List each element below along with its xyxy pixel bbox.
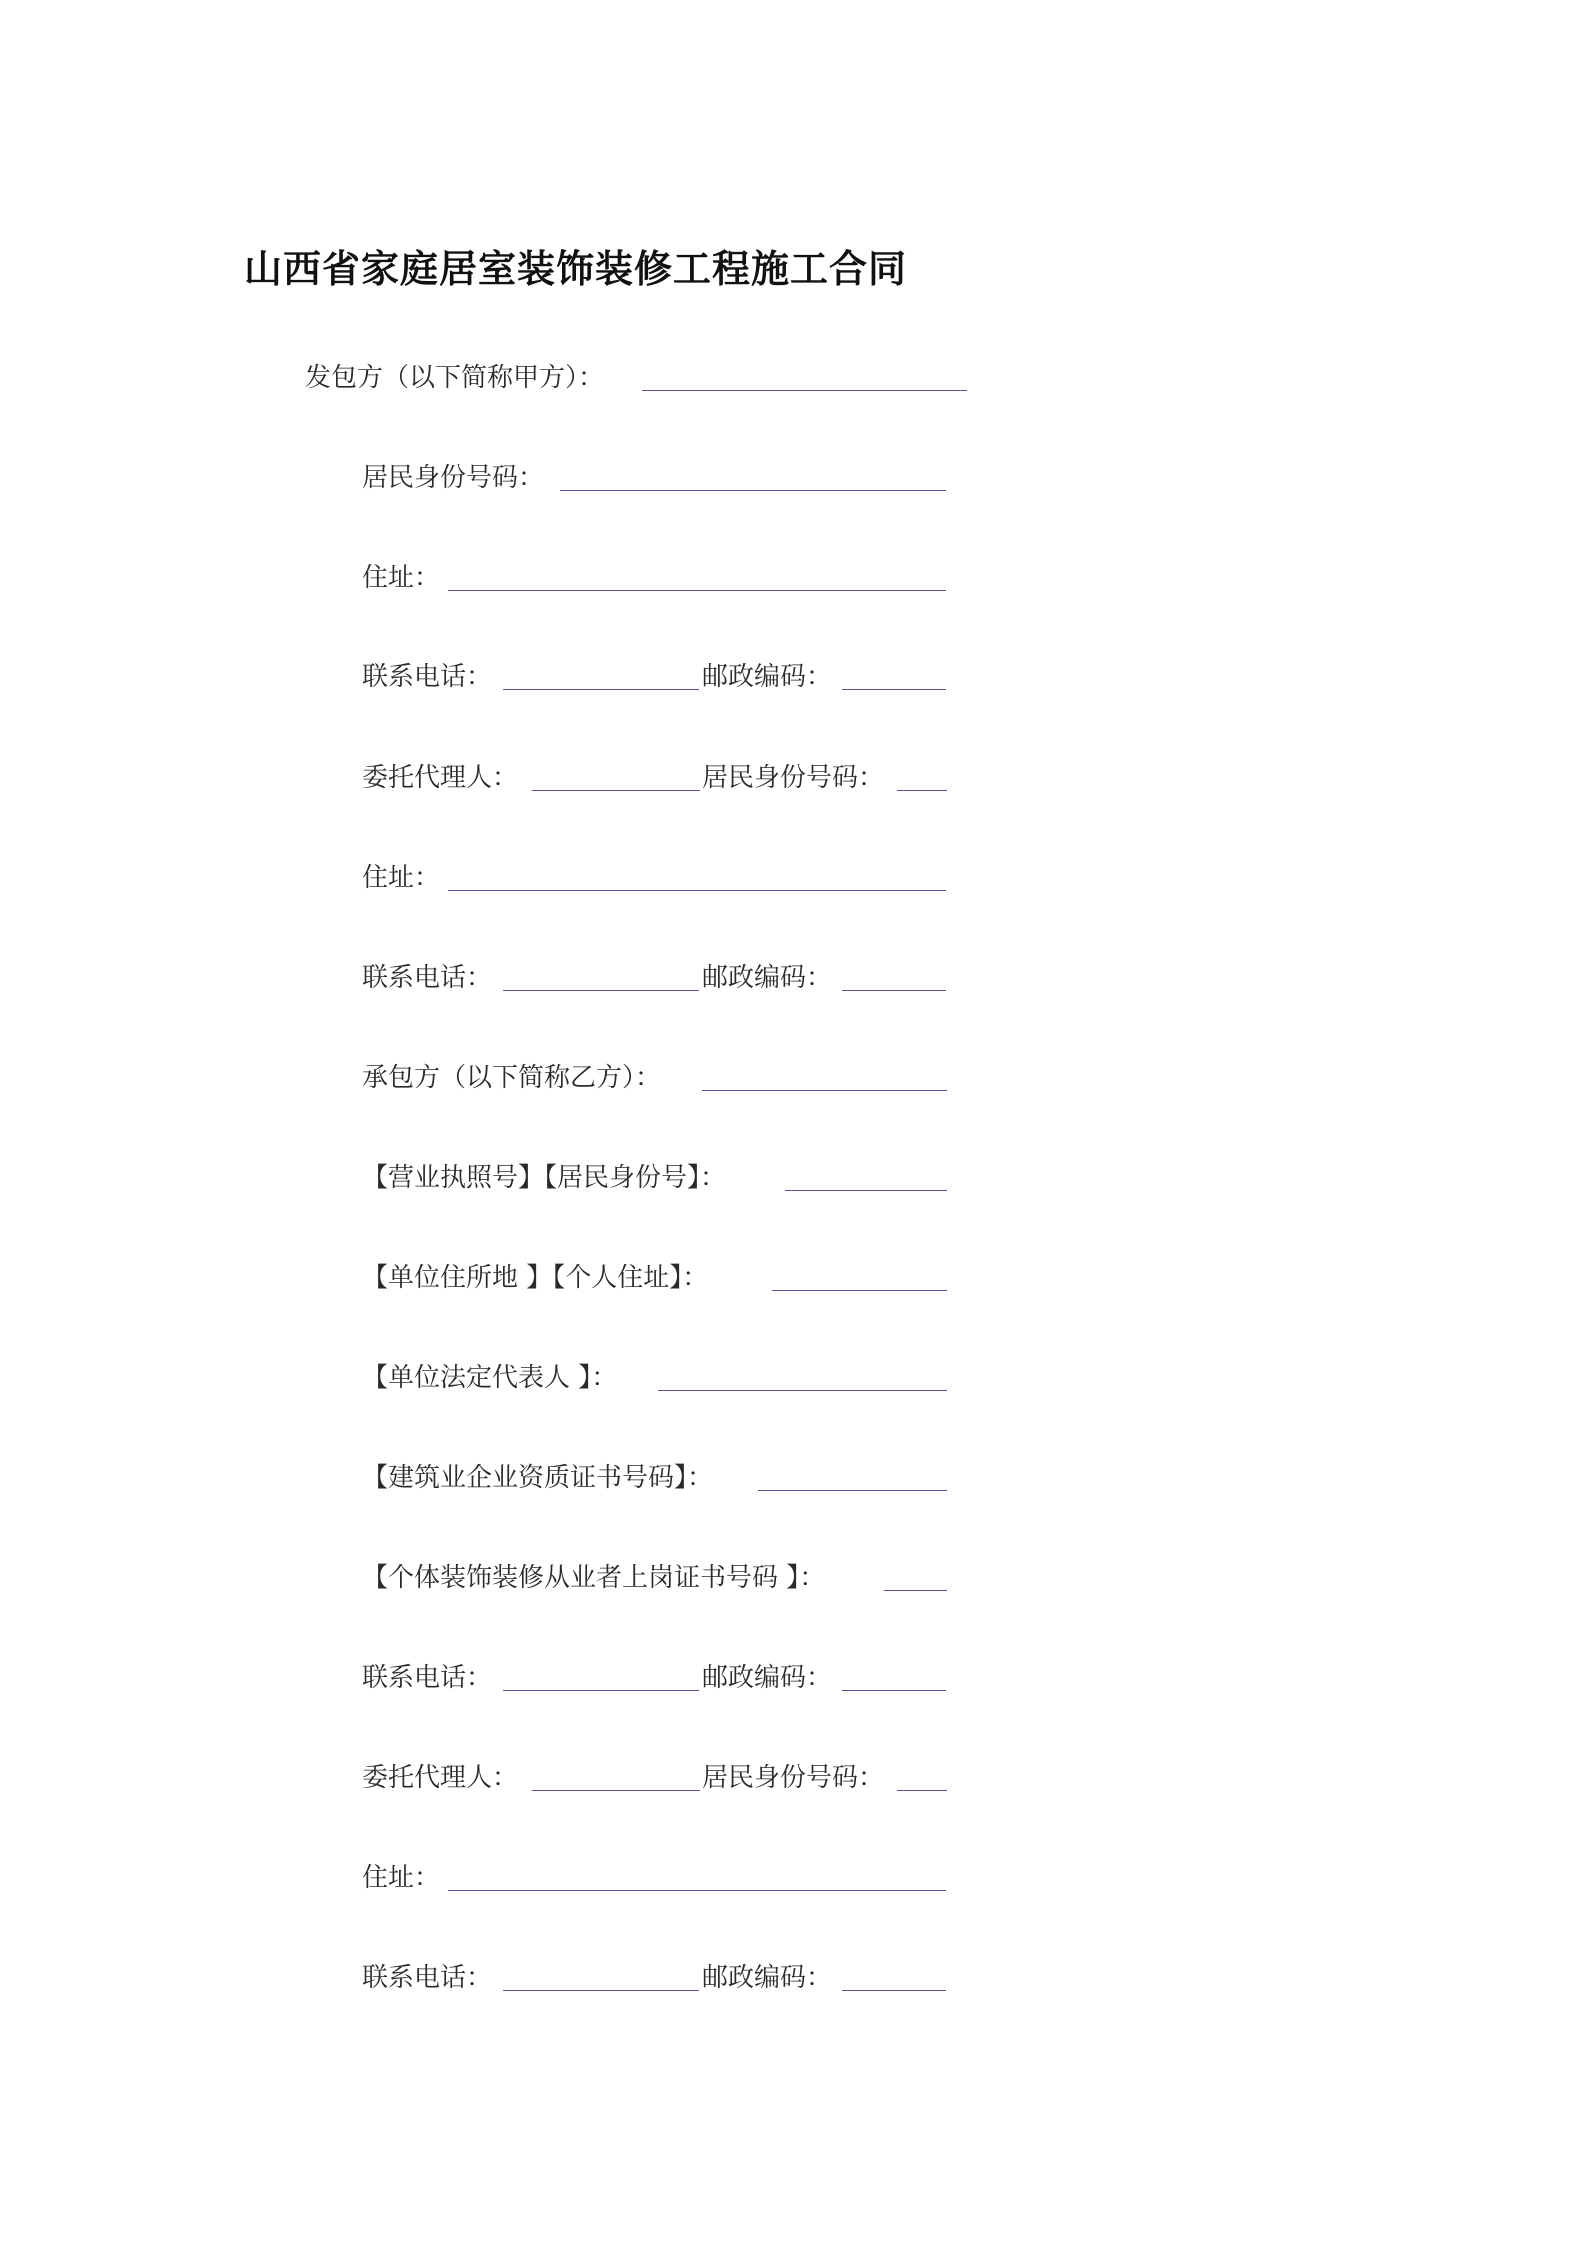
party-a-agent-postcode-blank[interactable] <box>842 990 946 991</box>
party-a-postcode-label: 邮政编码： <box>702 662 833 692</box>
party-a-agent-id-blank[interactable] <box>897 790 947 791</box>
party-b-agent-phone-label: 联系电话： <box>362 1963 493 1993</box>
party-a-phone-label: 联系电话： <box>362 662 493 692</box>
party-b-license-label: 【营业执照号】【居民身份号】： <box>362 1163 727 1193</box>
party-a-id-label: 居民身份号码： <box>362 463 545 493</box>
party-a-agent-postcode-label: 邮政编码： <box>702 963 833 993</box>
party-a-id-blank[interactable] <box>560 490 946 491</box>
party-b-practitioner-label: 【个体装饰装修从业者上岗证书号码 】： <box>362 1563 826 1593</box>
party-b-practitioner-blank[interactable] <box>884 1590 947 1591</box>
document-title: 山西省家庭居室装饰装修工程施工合同 <box>244 247 908 291</box>
party-b-name-label: 承包方（以下简称乙方）： <box>362 1063 662 1093</box>
party-a-postcode-blank[interactable] <box>842 689 946 690</box>
party-a-name-label: 发包方（以下简称甲方）： <box>305 363 605 393</box>
party-a-agent-phone-blank[interactable] <box>503 990 699 991</box>
party-b-agent-phone-blank[interactable] <box>503 1990 699 1991</box>
party-a-agent-blank[interactable] <box>532 790 700 791</box>
party-b-name-blank[interactable] <box>702 1090 947 1091</box>
party-b-license-blank[interactable] <box>785 1190 947 1191</box>
party-b-postcode-label: 邮政编码： <box>702 1663 833 1693</box>
party-b-legal-rep-blank[interactable] <box>658 1390 947 1391</box>
party-a-address-label: 住址： <box>362 563 441 593</box>
party-b-phone-blank[interactable] <box>503 1690 699 1691</box>
party-b-agent-address-blank[interactable] <box>448 1890 946 1891</box>
party-b-qualification-label: 【建筑业企业资质证书号码】： <box>362 1463 714 1493</box>
party-a-agent-phone-label: 联系电话： <box>362 963 493 993</box>
party-b-agent-postcode-blank[interactable] <box>842 1990 946 1991</box>
party-b-domicile-label: 【单位住所地 】【个人住址】： <box>362 1263 709 1293</box>
party-b-agent-label: 委托代理人： <box>362 1763 519 1793</box>
party-b-phone-label: 联系电话： <box>362 1663 493 1693</box>
party-a-agent-address-label: 住址： <box>362 863 441 893</box>
party-b-agent-id-blank[interactable] <box>897 1790 947 1791</box>
party-a-name-blank[interactable] <box>642 390 967 391</box>
party-a-agent-id-label: 居民身份号码： <box>702 763 885 793</box>
party-a-phone-blank[interactable] <box>503 689 699 690</box>
party-b-postcode-blank[interactable] <box>842 1690 946 1691</box>
party-b-qualification-blank[interactable] <box>758 1490 947 1491</box>
party-a-address-blank[interactable] <box>448 590 946 591</box>
party-b-domicile-blank[interactable] <box>772 1290 947 1291</box>
party-b-agent-address-label: 住址： <box>362 1863 441 1893</box>
party-b-agent-blank[interactable] <box>532 1790 700 1791</box>
party-b-agent-postcode-label: 邮政编码： <box>702 1963 833 1993</box>
party-b-legal-rep-label: 【单位法定代表人 】： <box>362 1363 618 1393</box>
party-a-agent-address-blank[interactable] <box>448 890 946 891</box>
party-b-agent-id-label: 居民身份号码： <box>702 1763 885 1793</box>
party-a-agent-label: 委托代理人： <box>362 763 519 793</box>
